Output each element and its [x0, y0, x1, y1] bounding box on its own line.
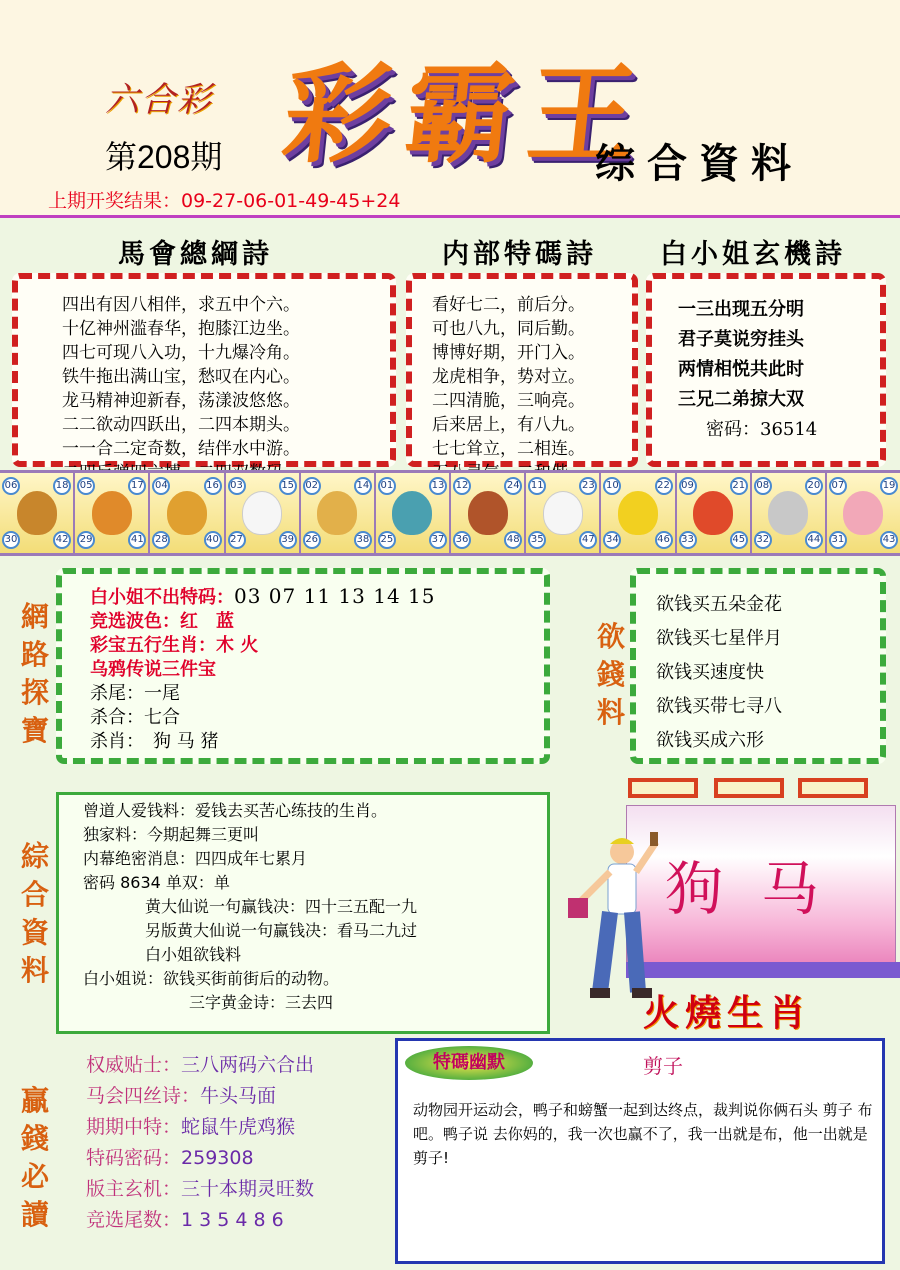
win-row: [86, 1143, 386, 1174]
poem-line: 龙马精神迎新春，荡漾波悠悠。: [62, 391, 300, 411]
number-ball: 17: [128, 477, 146, 495]
dragon-icon: [317, 491, 357, 535]
poem-line: 一三出现五分明: [678, 299, 804, 320]
win-label: 权威贴士：: [86, 1054, 182, 1076]
poem-line: 四七可现八入功，十九爆冷角。: [62, 343, 300, 363]
poem-line: 后来居上，有八九。: [432, 415, 585, 435]
poem-line: 二二欲动四跃出，二四本期头。: [62, 415, 300, 435]
number-ball: 35: [528, 531, 546, 549]
poem-line: 三兄二弟掠大双: [678, 389, 804, 410]
number-ball: 05: [77, 477, 95, 495]
zodiac-cell: [226, 473, 301, 553]
zodiac-cell: [150, 473, 225, 553]
win-value: 牛头马面: [200, 1085, 277, 1107]
poem-line: 看好七二，前后分。: [432, 295, 585, 315]
money-item: 欲钱买带七寻八: [656, 696, 782, 717]
number-ball: 44: [805, 531, 823, 549]
number-ball: 28: [152, 531, 170, 549]
number-ball: 46: [655, 531, 673, 549]
number-ball: 45: [730, 531, 748, 549]
win-value: 259308: [181, 1147, 254, 1169]
zodiac-cell: [526, 473, 601, 553]
joke-text: 动物园开运动会，鸭子和螃蟹一起到达终点，裁判说你俩石头 剪子 布吧。鸭子说 去你妈的，我一次也赢不了，我一出就是布，他一出就是剪子!: [413, 1101, 873, 1167]
number-ball: 24: [504, 477, 522, 495]
win-row: [86, 1081, 386, 1112]
zodiac-cell: [451, 473, 526, 553]
general-line: 黄大仙说一句赢钱决：四十三五配一九: [145, 897, 418, 916]
joke-badge: 特碼幽默: [405, 1046, 533, 1080]
inner-poem-box: [406, 273, 638, 467]
number-ball: 18: [53, 477, 71, 495]
wave-color: 竞选波色：红 蓝: [90, 611, 234, 632]
tiger-icon: [167, 491, 207, 535]
poem-line: 君子莫说穷挂头: [678, 329, 804, 350]
win-label: 特码密码：: [86, 1147, 182, 1169]
billboard-base: [626, 962, 900, 978]
goat-icon: [543, 491, 583, 535]
number-ball: 27: [228, 531, 246, 549]
number-ball: 03: [228, 477, 246, 495]
number-ball: 29: [77, 531, 95, 549]
number-ball: 08: [754, 477, 772, 495]
zodiac-cell: [677, 473, 752, 553]
zodiac-cell: [752, 473, 827, 553]
monkey-icon: [618, 491, 658, 535]
brand-small: 六合彩: [105, 80, 213, 120]
zodiac-cell: [301, 473, 376, 553]
general-line: 三字黄金诗：三去四: [189, 993, 334, 1012]
zodiac-cell: [0, 473, 75, 553]
number-ball: 36: [453, 531, 471, 549]
number-ball: 15: [279, 477, 297, 495]
number-ball: 47: [579, 531, 597, 549]
general-line: 另版黄大仙说一句赢钱决：看马二九过: [145, 921, 418, 940]
number-ball: 31: [829, 531, 847, 549]
poem-line: 两情相悦共此时: [678, 359, 804, 380]
rabbit-icon: [242, 491, 282, 535]
number-ball: 34: [603, 531, 621, 549]
number-ball: 43: [880, 531, 898, 549]
general-line: 白小姐欲钱料: [145, 945, 242, 964]
snake-icon: [392, 491, 432, 535]
white-poem-title: 白小姐玄機詩: [660, 239, 846, 270]
zodiac-cell: [376, 473, 451, 553]
win-label: 竞选尾数：: [86, 1209, 182, 1231]
horse-poem-title: 馬會總綱詩: [118, 239, 273, 270]
general-box: [56, 792, 550, 1034]
number-ball: 23: [579, 477, 597, 495]
number-ball: 38: [354, 531, 372, 549]
five-elements: 彩宝五行生肖：木 火: [90, 635, 259, 656]
joke-title: 剪子: [643, 1054, 683, 1078]
number-ball: 25: [378, 531, 396, 549]
number-ball: 10: [603, 477, 621, 495]
billboard-text: 狗马: [665, 855, 858, 923]
poem-line: 密码：36514: [706, 419, 818, 440]
money-box: [630, 568, 886, 764]
general-title: 綜合資料: [20, 840, 49, 987]
zodiac-cell: [827, 473, 900, 553]
number-ball: 06: [2, 477, 20, 495]
billboard-post: [628, 778, 698, 798]
poem-line: 龙虎相争，势对立。: [432, 367, 585, 387]
poem-line: 一一合二定奇数，结伴水中游。: [62, 439, 300, 459]
row-not-special: [90, 584, 544, 610]
number-ball: 13: [429, 477, 447, 495]
brand-subtitle: 综合資料: [595, 140, 803, 187]
money-title: 欲錢料: [596, 620, 625, 729]
money-item: 欲钱买七星伴月: [656, 628, 782, 649]
kill-tail: 杀尾：一尾: [90, 683, 180, 704]
white-poem-box: [646, 273, 886, 467]
general-line: 内幕绝密消息：四四成年七累月: [83, 849, 308, 868]
number-ball: 20: [805, 477, 823, 495]
win-row: [86, 1050, 386, 1081]
money-item: 欲钱买速度快: [656, 662, 764, 683]
poem-line: 二四清脆，三响亮。: [432, 391, 585, 411]
win-row: [86, 1112, 386, 1143]
number-ball: 09: [679, 477, 697, 495]
number-ball: 12: [453, 477, 471, 495]
network-box: [56, 568, 550, 764]
general-line: 白小姐说：欲钱买街前街后的动物。: [83, 969, 340, 988]
not-special-value: 03 07 11 13 14 15: [234, 584, 436, 608]
number-ball: 11: [528, 477, 546, 495]
zodiac-strip: [0, 470, 900, 556]
zodiac-cell: [601, 473, 676, 553]
billboard-post: [714, 778, 784, 798]
win-value: 三八两码六合出: [181, 1054, 315, 1076]
number-ball: 30: [2, 531, 20, 549]
money-item: 欲钱买成六形: [656, 730, 764, 751]
number-ball: 07: [829, 477, 847, 495]
general-line: 密码 8634 单双：单: [83, 873, 230, 892]
horse-icon: [468, 491, 508, 535]
win-label: 期期中特：: [86, 1116, 182, 1138]
number-ball: 14: [354, 477, 372, 495]
poem-line: 铁牛拖出满山宝，愁叹在内心。: [62, 367, 300, 387]
number-ball: 48: [504, 531, 522, 549]
number-ball: 40: [204, 531, 222, 549]
inner-poem-title: 内部特碼詩: [442, 239, 597, 270]
poem-line: 七七耸立，二相连。: [432, 439, 585, 459]
fire-zodiac-caption: 火燒生肖: [643, 992, 812, 1034]
not-special-label: 白小姐不出特码：: [90, 587, 234, 608]
money-item: 欲钱买五朵金花: [656, 594, 782, 615]
issue-number: 第208期: [105, 139, 223, 175]
billboard-post: [798, 778, 868, 798]
number-ball: 33: [679, 531, 697, 549]
zodiac-cell: [75, 473, 150, 553]
win-label: 马会四丝诗：: [86, 1085, 201, 1107]
win-list: [86, 1050, 386, 1236]
win-row: [86, 1174, 386, 1205]
number-ball: 22: [655, 477, 673, 495]
win-value: 三十本期灵旺数: [181, 1178, 315, 1200]
poem-line: 十亿神州滥春华，抱膝江边坐。: [62, 319, 300, 339]
last-result: 上期开奖结果：09-27-06-01-49-45+24: [48, 190, 401, 212]
win-value: 1 3 5 4 8 6: [181, 1209, 284, 1231]
number-ball: 26: [303, 531, 321, 549]
number-ball: 04: [152, 477, 170, 495]
general-line: 独家料：今期起舞三更叫: [83, 825, 260, 844]
number-ball: 19: [880, 477, 898, 495]
number-ball: 01: [378, 477, 396, 495]
number-ball: 16: [204, 477, 222, 495]
dog-icon: [768, 491, 808, 535]
number-ball: 21: [730, 477, 748, 495]
network-title: 網路探寶: [20, 600, 49, 747]
number-ball: 42: [53, 531, 71, 549]
number-ball: 02: [303, 477, 321, 495]
number-ball: 41: [128, 531, 146, 549]
pig-icon: [843, 491, 883, 535]
poem-line: 四出有因八相伴，求五中个六。: [62, 295, 300, 315]
win-value: 蛇鼠牛虎鸡猴: [181, 1116, 296, 1138]
poem-line: 博博好期，开门入。: [432, 343, 585, 363]
kill-combo: 杀合：七合: [90, 707, 180, 728]
rooster-icon: [693, 491, 733, 535]
painter-icon: [560, 832, 660, 1002]
number-ball: 39: [279, 531, 297, 549]
win-title: 贏錢必讀: [20, 1084, 49, 1231]
horse-poem-box: [12, 273, 396, 467]
crow-legend: 乌鸦传说三件宝: [90, 659, 216, 680]
win-label: 版主玄机：: [86, 1178, 182, 1200]
win-row: [86, 1205, 386, 1236]
number-ball: 37: [429, 531, 447, 549]
poem-line: 可也八九，同后勤。: [432, 319, 585, 339]
rat-icon: [17, 491, 57, 535]
number-ball: 32: [754, 531, 772, 549]
ox-icon: [92, 491, 132, 535]
general-line: 曾道人爱钱料：爱钱去买苦心练技的生肖。: [83, 801, 388, 820]
brand-logo: 彩霸王: [277, 52, 657, 178]
kill-zodiac: 杀肖： 狗 马 猪: [90, 731, 219, 752]
